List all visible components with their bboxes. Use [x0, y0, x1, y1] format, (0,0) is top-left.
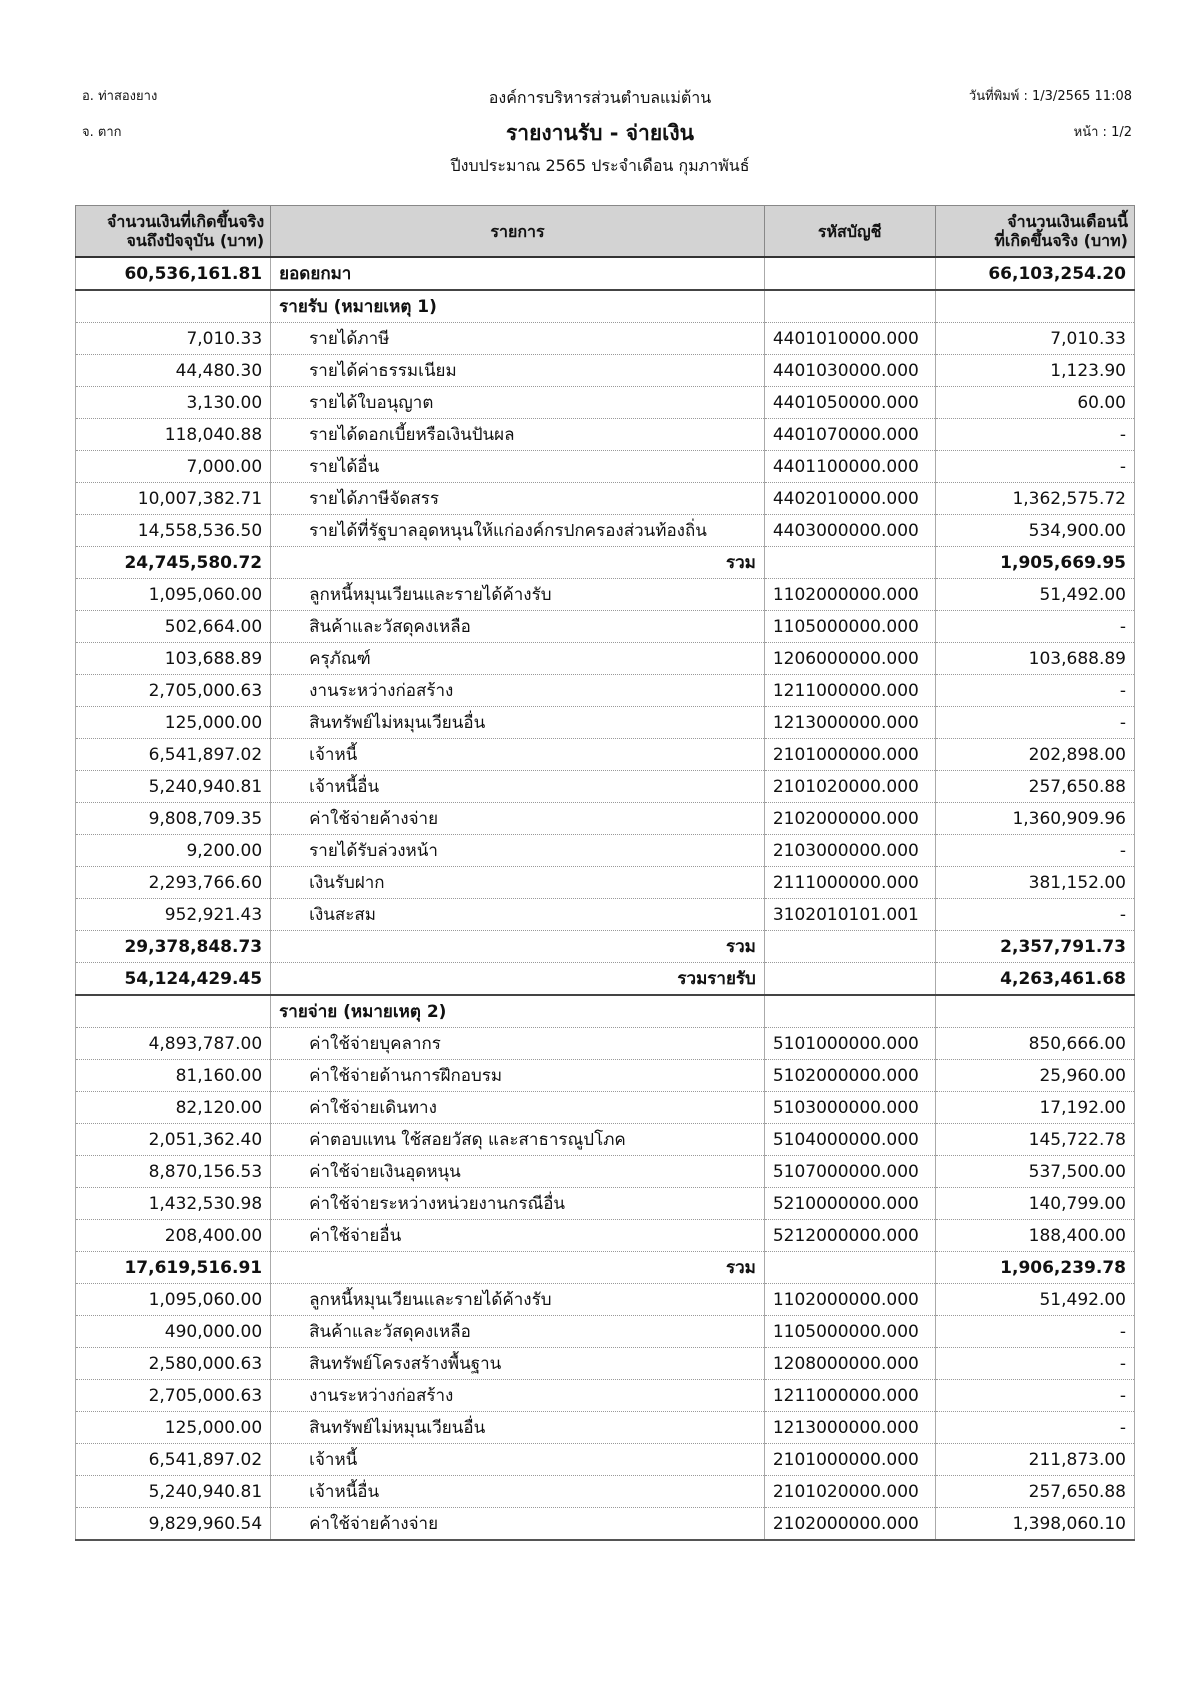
- cell-item-name: รายได้รับล่วงหน้า: [271, 835, 765, 867]
- cell-account-code: 4401010000.000: [764, 323, 935, 355]
- cell-ytd-amount: 3,130.00: [76, 387, 271, 419]
- cell-month-amount: 1,398,060.10: [935, 1508, 1134, 1541]
- cell-account-code: 2103000000.000: [764, 835, 935, 867]
- cell-month-amount: 145,722.78: [935, 1124, 1134, 1156]
- table-row: [76, 515, 1135, 547]
- cell-account-code: 1208000000.000: [764, 1348, 935, 1380]
- cell-month-amount: 537,500.00: [935, 1156, 1134, 1188]
- cell-item-name: ค่าใช้จ่ายอื่น: [271, 1220, 765, 1252]
- cell-month-amount: 850,666.00: [935, 1028, 1134, 1060]
- table-row: [76, 579, 1135, 611]
- cell-ytd-amount: 81,160.00: [76, 1060, 271, 1092]
- cell-account-code: [764, 290, 935, 323]
- cell-item-name: รายได้ภาษีจัดสรร: [271, 483, 765, 515]
- column-header-month: [935, 206, 1134, 258]
- table-row: [76, 995, 1135, 1028]
- cell-month-amount: -: [935, 1316, 1134, 1348]
- table-row: [76, 867, 1135, 899]
- cell-account-code: 1102000000.000: [764, 579, 935, 611]
- cell-item-name: ค่าใช้จ่ายบุคลากร: [271, 1028, 765, 1060]
- cell-item-name: รายรับ (หมายเหตุ 1): [271, 290, 765, 323]
- cell-month-amount: 140,799.00: [935, 1188, 1134, 1220]
- cell-month-amount: 202,898.00: [935, 739, 1134, 771]
- table-row: [76, 290, 1135, 323]
- cell-account-code: 2101000000.000: [764, 1444, 935, 1476]
- cell-item-name: สินทรัพย์ไม่หมุนเวียนอื่น: [271, 707, 765, 739]
- cell-month-amount: 1,362,575.72: [935, 483, 1134, 515]
- cell-account-code: 2102000000.000: [764, 1508, 935, 1541]
- cell-month-amount: 1,906,239.78: [935, 1252, 1134, 1284]
- cell-ytd-amount: 24,745,580.72: [76, 547, 271, 579]
- cell-ytd-amount: 125,000.00: [76, 707, 271, 739]
- cell-ytd-amount: 7,000.00: [76, 451, 271, 483]
- table-row: [76, 483, 1135, 515]
- cell-item-name: รายได้ดอกเบี้ยหรือเงินปันผล: [271, 419, 765, 451]
- cell-item-name: เงินรับฝาก: [271, 867, 765, 899]
- cell-account-code: 2101000000.000: [764, 739, 935, 771]
- cell-item-name: ค่าใช้จ่ายระหว่างหน่วยงานกรณีอื่น: [271, 1188, 765, 1220]
- table-row: [76, 931, 1135, 963]
- cell-month-amount: 534,900.00: [935, 515, 1134, 547]
- cell-month-amount: -: [935, 1348, 1134, 1380]
- cell-account-code: 3102010101.001: [764, 899, 935, 931]
- report-table: [75, 205, 1135, 1541]
- cell-ytd-amount: 2,705,000.63: [76, 1380, 271, 1412]
- cell-item-name: เจ้าหนี้: [271, 739, 765, 771]
- cell-ytd-amount: 6,541,897.02: [76, 1444, 271, 1476]
- cell-account-code: [764, 257, 935, 290]
- cell-item-name: รายได้ค่าธรรมเนียม: [271, 355, 765, 387]
- table-row: [76, 771, 1135, 803]
- table-row: [76, 611, 1135, 643]
- cell-ytd-amount: 2,293,766.60: [76, 867, 271, 899]
- cell-item-name: เจ้าหนี้: [271, 1444, 765, 1476]
- report-subtitle: ปีงบประมาณ 2565 ประจำเดือน กุมภาพันธ์: [450, 156, 750, 175]
- cell-item-name: รายได้ใบอนุญาต: [271, 387, 765, 419]
- table-row: [76, 707, 1135, 739]
- cell-account-code: [764, 963, 935, 996]
- cell-account-code: 1102000000.000: [764, 1284, 935, 1316]
- table-row: [76, 1220, 1135, 1252]
- cell-account-code: 5107000000.000: [764, 1156, 935, 1188]
- cell-ytd-amount: 29,378,848.73: [76, 931, 271, 963]
- cell-month-amount: -: [935, 899, 1134, 931]
- table-row: [76, 1380, 1135, 1412]
- table-row: [76, 803, 1135, 835]
- cell-item-name: ลูกหนี้หมุนเวียนและรายได้ค้างรับ: [271, 1284, 765, 1316]
- cell-account-code: 2102000000.000: [764, 803, 935, 835]
- cell-item-name: เจ้าหนี้อื่น: [271, 771, 765, 803]
- cell-month-amount: -: [935, 419, 1134, 451]
- cell-account-code: 2111000000.000: [764, 867, 935, 899]
- table-row: [76, 963, 1135, 996]
- table-row: [76, 451, 1135, 483]
- cell-ytd-amount: 2,705,000.63: [76, 675, 271, 707]
- cell-account-code: 1213000000.000: [764, 707, 935, 739]
- cell-account-code: 1206000000.000: [764, 643, 935, 675]
- cell-item-name: งานระหว่างก่อสร้าง: [271, 675, 765, 707]
- cell-item-name: ค่าใช้จ่ายค้างจ่าย: [271, 803, 765, 835]
- report-title: รายงานรับ - จ่ายเงิน: [506, 121, 694, 145]
- table-row: [76, 547, 1135, 579]
- table-row: [76, 675, 1135, 707]
- cell-month-amount: -: [935, 611, 1134, 643]
- cell-account-code: [764, 931, 935, 963]
- cell-item-name: สินค้าและวัสดุคงเหลือ: [271, 1316, 765, 1348]
- cell-ytd-amount: 44,480.30: [76, 355, 271, 387]
- column-header-code: รหัสบัญชี: [764, 206, 935, 258]
- cell-month-amount: -: [935, 707, 1134, 739]
- cell-ytd-amount: 8,870,156.53: [76, 1156, 271, 1188]
- cell-account-code: 1105000000.000: [764, 611, 935, 643]
- cell-ytd-amount: 1,095,060.00: [76, 579, 271, 611]
- column-header-month-line2: ที่เกิดขึ้นจริง (บาท): [994, 231, 1128, 250]
- cell-item-name: รวม: [271, 931, 765, 963]
- table-row: [76, 1188, 1135, 1220]
- cell-ytd-amount: 1,432,530.98: [76, 1188, 271, 1220]
- cell-item-name: เจ้าหนี้อื่น: [271, 1476, 765, 1508]
- cell-month-amount: [935, 995, 1134, 1028]
- cell-account-code: 4402010000.000: [764, 483, 935, 515]
- cell-account-code: 5212000000.000: [764, 1220, 935, 1252]
- cell-ytd-amount: 1,095,060.00: [76, 1284, 271, 1316]
- cell-month-amount: 17,192.00: [935, 1092, 1134, 1124]
- page-number: หน้า : 1/2: [1073, 125, 1132, 140]
- table-row: [76, 1284, 1135, 1316]
- cell-month-amount: 60.00: [935, 387, 1134, 419]
- cell-account-code: 2101020000.000: [764, 771, 935, 803]
- cell-item-name: เงินสะสม: [271, 899, 765, 931]
- cell-item-name: ค่าใช้จ่ายเงินอุดหนุน: [271, 1156, 765, 1188]
- cell-month-amount: 4,263,461.68: [935, 963, 1134, 996]
- cell-account-code: [764, 995, 935, 1028]
- table-header-row: [76, 206, 1135, 258]
- cell-month-amount: -: [935, 1412, 1134, 1444]
- table-row: [76, 1092, 1135, 1124]
- cell-account-code: 2101020000.000: [764, 1476, 935, 1508]
- table-row: [76, 1444, 1135, 1476]
- report-body: [76, 257, 1135, 1540]
- cell-account-code: 1211000000.000: [764, 1380, 935, 1412]
- table-row: [76, 1028, 1135, 1060]
- cell-ytd-amount: 5,240,940.81: [76, 771, 271, 803]
- cell-item-name: รวม: [271, 1252, 765, 1284]
- cell-month-amount: 211,873.00: [935, 1444, 1134, 1476]
- cell-item-name: ครุภัณฑ์: [271, 643, 765, 675]
- cell-ytd-amount: 502,664.00: [76, 611, 271, 643]
- cell-ytd-amount: 2,580,000.63: [76, 1348, 271, 1380]
- cell-item-name: ลูกหนี้หมุนเวียนและรายได้ค้างรับ: [271, 579, 765, 611]
- cell-month-amount: 51,492.00: [935, 579, 1134, 611]
- cell-ytd-amount: 208,400.00: [76, 1220, 271, 1252]
- column-header-ytd: [76, 206, 271, 258]
- cell-account-code: 5101000000.000: [764, 1028, 935, 1060]
- cell-item-name: ค่าใช้จ่ายเดินทาง: [271, 1092, 765, 1124]
- cell-ytd-amount: 82,120.00: [76, 1092, 271, 1124]
- cell-month-amount: 381,152.00: [935, 867, 1134, 899]
- cell-item-name: ค่าตอบแทน ใช้สอยวัสดุ และสาธารณูปโภค: [271, 1124, 765, 1156]
- cell-account-code: 5102000000.000: [764, 1060, 935, 1092]
- cell-ytd-amount: 952,921.43: [76, 899, 271, 931]
- cell-account-code: 1213000000.000: [764, 1412, 935, 1444]
- cell-ytd-amount: [76, 995, 271, 1028]
- cell-month-amount: 2,357,791.73: [935, 931, 1134, 963]
- cell-month-amount: -: [935, 1380, 1134, 1412]
- cell-item-name: สินทรัพย์โครงสร้างพื้นฐาน: [271, 1348, 765, 1380]
- cell-ytd-amount: 4,893,787.00: [76, 1028, 271, 1060]
- table-row: [76, 323, 1135, 355]
- cell-month-amount: 103,688.89: [935, 643, 1134, 675]
- cell-ytd-amount: 10,007,382.71: [76, 483, 271, 515]
- table-row: [76, 355, 1135, 387]
- cell-item-name: รายได้ที่รัฐบาลอุดหนุนให้แก่องค์กรปกครองส่วนท้องถิ่น: [271, 515, 765, 547]
- district-label: อ. ท่าสองยาง: [82, 89, 158, 104]
- cell-month-amount: -: [935, 675, 1134, 707]
- cell-ytd-amount: 5,240,940.81: [76, 1476, 271, 1508]
- cell-account-code: 4401030000.000: [764, 355, 935, 387]
- table-row: [76, 899, 1135, 931]
- table-row: [76, 419, 1135, 451]
- cell-account-code: 4401100000.000: [764, 451, 935, 483]
- column-header-month-line1: จำนวนเงินเดือนนี้: [1007, 212, 1128, 231]
- cell-month-amount: 51,492.00: [935, 1284, 1134, 1316]
- cell-account-code: 1211000000.000: [764, 675, 935, 707]
- cell-ytd-amount: 6,541,897.02: [76, 739, 271, 771]
- cell-month-amount: 25,960.00: [935, 1060, 1134, 1092]
- cell-account-code: [764, 547, 935, 579]
- cell-account-code: 5104000000.000: [764, 1124, 935, 1156]
- cell-month-amount: 1,905,669.95: [935, 547, 1134, 579]
- cell-ytd-amount: 14,558,536.50: [76, 515, 271, 547]
- table-row: [76, 1348, 1135, 1380]
- organization-name: องค์การบริหารส่วนตำบลแม่ต้าน: [488, 88, 712, 107]
- cell-ytd-amount: 9,200.00: [76, 835, 271, 867]
- table-row: [76, 739, 1135, 771]
- cell-month-amount: 7,010.33: [935, 323, 1134, 355]
- cell-month-amount: -: [935, 835, 1134, 867]
- cell-ytd-amount: [76, 290, 271, 323]
- cell-ytd-amount: 490,000.00: [76, 1316, 271, 1348]
- province-label: จ. ตาก: [82, 125, 122, 140]
- cell-month-amount: 257,650.88: [935, 1476, 1134, 1508]
- cell-item-name: รายได้อื่น: [271, 451, 765, 483]
- cell-ytd-amount: 54,124,429.45: [76, 963, 271, 996]
- header-right: [969, 88, 1132, 160]
- table-row: [76, 1508, 1135, 1541]
- cell-ytd-amount: 125,000.00: [76, 1412, 271, 1444]
- table-row: [76, 643, 1135, 675]
- cell-ytd-amount: 60,536,161.81: [76, 257, 271, 290]
- cell-month-amount: 257,650.88: [935, 771, 1134, 803]
- cell-item-name: ยอดยกมา: [271, 257, 765, 290]
- cell-month-amount: 1,123.90: [935, 355, 1134, 387]
- table-row: [76, 1124, 1135, 1156]
- cell-ytd-amount: 7,010.33: [76, 323, 271, 355]
- table-row: [76, 1412, 1135, 1444]
- cell-month-amount: 1,360,909.96: [935, 803, 1134, 835]
- cell-ytd-amount: 2,051,362.40: [76, 1124, 271, 1156]
- table-row: [76, 1156, 1135, 1188]
- cell-item-name: ค่าใช้จ่ายด้านการฝึกอบรม: [271, 1060, 765, 1092]
- table-row: [76, 1476, 1135, 1508]
- cell-ytd-amount: 9,829,960.54: [76, 1508, 271, 1541]
- cell-item-name: สินค้าและวัสดุคงเหลือ: [271, 611, 765, 643]
- cell-month-amount: -: [935, 451, 1134, 483]
- cell-month-amount: [935, 290, 1134, 323]
- cell-item-name: รายจ่าย (หมายเหตุ 2): [271, 995, 765, 1028]
- cell-ytd-amount: 118,040.88: [76, 419, 271, 451]
- cell-account-code: 5210000000.000: [764, 1188, 935, 1220]
- cell-ytd-amount: 9,808,709.35: [76, 803, 271, 835]
- cell-ytd-amount: 103,688.89: [76, 643, 271, 675]
- table-row: [76, 835, 1135, 867]
- column-header-ytd-line1: จำนวนเงินที่เกิดขึ้นจริง: [106, 212, 265, 231]
- column-header-item: รายการ: [271, 206, 765, 258]
- cell-item-name: รายได้ภาษี: [271, 323, 765, 355]
- table-row: [76, 1252, 1135, 1284]
- cell-account-code: 5103000000.000: [764, 1092, 935, 1124]
- column-header-ytd-line2: จนถึงปัจจุบัน (บาท): [126, 231, 265, 250]
- cell-month-amount: 188,400.00: [935, 1220, 1134, 1252]
- cell-item-name: สินทรัพย์ไม่หมุนเวียนอื่น: [271, 1412, 765, 1444]
- cell-account-code: 4401050000.000: [764, 387, 935, 419]
- cell-account-code: 1105000000.000: [764, 1316, 935, 1348]
- cell-ytd-amount: 17,619,516.91: [76, 1252, 271, 1284]
- print-date: วันที่พิมพ์ : 1/3/2565 11:08: [968, 89, 1132, 104]
- table-row: [76, 1316, 1135, 1348]
- cell-account-code: [764, 1252, 935, 1284]
- cell-item-name: ค่าใช้จ่ายค้างจ่าย: [271, 1508, 765, 1541]
- cell-item-name: รวมรายรับ: [271, 963, 765, 996]
- cell-item-name: รวม: [271, 547, 765, 579]
- table-row: [76, 1060, 1135, 1092]
- cell-account-code: 4401070000.000: [764, 419, 935, 451]
- cell-item-name: งานระหว่างก่อสร้าง: [271, 1380, 765, 1412]
- table-row: [76, 387, 1135, 419]
- cell-account-code: 4403000000.000: [764, 515, 935, 547]
- table-row: [76, 257, 1135, 290]
- cell-month-amount: 66,103,254.20: [935, 257, 1134, 290]
